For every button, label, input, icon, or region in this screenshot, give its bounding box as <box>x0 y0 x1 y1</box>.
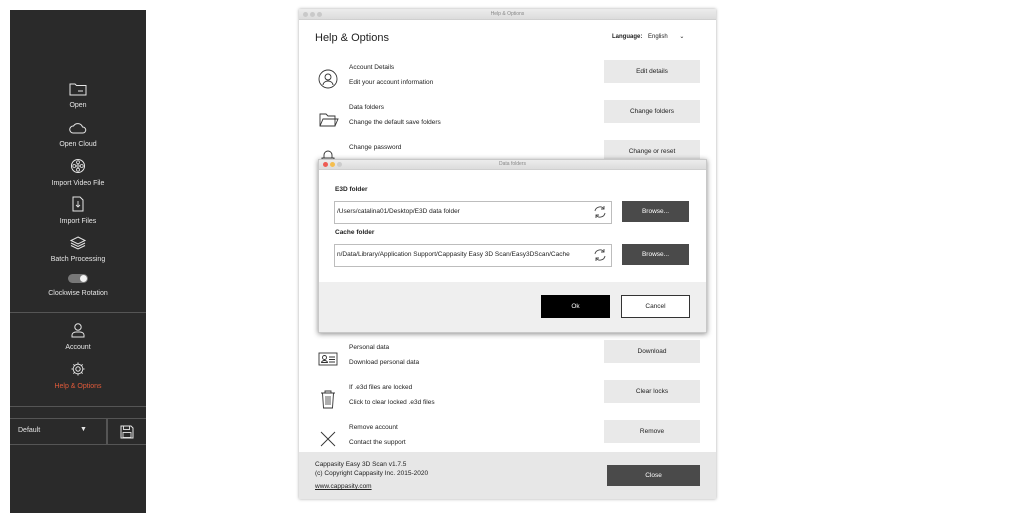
close-button[interactable]: Close <box>607 465 700 486</box>
option-subtitle: Contact the support <box>349 439 406 446</box>
user-icon <box>69 322 87 338</box>
option-row-personal-data <box>299 344 716 384</box>
sidebar-item-label: Open Cloud <box>59 141 97 148</box>
remove-account-button[interactable]: Remove <box>604 420 700 443</box>
folder-open-icon <box>317 108 339 130</box>
minimize-window-icon[interactable] <box>330 162 335 167</box>
browse-cache-button[interactable]: Browse... <box>622 244 689 265</box>
cloud-icon <box>69 121 87 135</box>
option-title: Personal data <box>349 344 390 351</box>
floppy-disk-icon <box>120 425 134 439</box>
download-button[interactable]: Download <box>604 340 700 363</box>
id-card-icon <box>317 348 339 370</box>
sidebar-item-clockwise-rotation[interactable] <box>10 274 146 297</box>
zoom-window-icon[interactable] <box>317 12 322 17</box>
layers-icon <box>69 236 87 250</box>
caret-down-icon: ▼ <box>80 426 87 433</box>
sidebar-item-label: Help & Options <box>54 383 102 390</box>
profile-value: Default <box>18 427 41 434</box>
divider <box>10 406 146 407</box>
option-row-clear-locks <box>299 384 716 424</box>
sidebar-item-label: Open <box>69 102 87 109</box>
page-title: Help & Options <box>315 32 389 44</box>
cache-folder-field[interactable] <box>334 244 612 267</box>
window-footer <box>299 452 716 499</box>
language-selector[interactable] <box>612 33 684 40</box>
sidebar-item-import-files[interactable] <box>10 196 146 225</box>
refresh-icon[interactable] <box>592 204 608 220</box>
option-title: Change password <box>349 144 402 151</box>
clear-locks-button[interactable]: Clear locks <box>604 380 700 403</box>
sidebar-item-label: Account <box>65 344 91 351</box>
version-text: Cappasity Easy 3D Scan v1.7.5 <box>315 461 407 468</box>
dialog-titlebar-text: Data folders <box>499 161 526 167</box>
window-titlebar[interactable] <box>299 9 716 20</box>
e3d-folder-field[interactable] <box>334 201 612 224</box>
option-subtitle: Click to clear locked .e3d files <box>349 399 435 406</box>
x-icon <box>317 428 339 450</box>
gear-icon <box>69 361 87 377</box>
option-row-account-details <box>299 64 716 104</box>
data-folders-dialog <box>318 159 707 333</box>
dialog-footer <box>319 282 706 332</box>
e3d-folder-path: /Users/catalina01/Desktop/E3D data folder <box>337 208 460 215</box>
divider <box>10 312 146 313</box>
close-window-icon[interactable] <box>303 12 308 17</box>
profile-dropdown[interactable] <box>10 418 107 445</box>
sidebar-item-help-options[interactable] <box>10 361 146 390</box>
language-label: Language: <box>612 34 643 40</box>
ok-button[interactable]: Ok <box>541 295 610 318</box>
zoom-window-icon[interactable] <box>337 162 342 167</box>
website-link[interactable]: www.cappasity.com <box>315 483 372 490</box>
dialog-titlebar[interactable] <box>319 160 706 170</box>
option-row-data-folders <box>299 104 716 144</box>
sidebar <box>10 10 146 513</box>
cancel-button[interactable]: Cancel <box>621 295 690 318</box>
sidebar-item-label: Import Video File <box>51 180 105 187</box>
rotation-toggle[interactable] <box>68 274 88 283</box>
refresh-icon[interactable] <box>592 247 608 263</box>
sidebar-item-account[interactable] <box>10 322 146 351</box>
sidebar-item-label: Import Files <box>59 218 97 225</box>
save-profile-button[interactable] <box>107 418 146 445</box>
sidebar-item-open-cloud[interactable] <box>10 121 146 148</box>
browse-e3d-button[interactable]: Browse... <box>622 201 689 222</box>
chevron-down-icon: ⌄ <box>679 34 685 40</box>
close-window-icon[interactable] <box>323 162 328 167</box>
sidebar-item-label: Clockwise Rotation <box>48 290 108 297</box>
copyright-text: (c) Copyright Cappasity Inc. 2015-2020 <box>315 470 429 477</box>
file-import-icon <box>69 196 87 212</box>
e3d-folder-label: E3D folder <box>335 186 368 193</box>
trash-icon <box>317 388 339 410</box>
option-subtitle: Edit your account information <box>349 79 434 86</box>
change-folders-button[interactable]: Change folders <box>604 100 700 123</box>
sidebar-item-import-video[interactable] <box>10 158 146 187</box>
option-title: Remove account <box>349 424 398 431</box>
film-reel-icon <box>69 158 87 174</box>
option-subtitle: Download personal data <box>349 359 420 366</box>
window-titlebar-text: Help & Options <box>490 11 525 17</box>
option-title: Account Details <box>349 64 395 71</box>
option-title: Data folders <box>349 104 385 111</box>
option-title: If .e3d files are locked <box>349 384 413 391</box>
cache-folder-label: Cache folder <box>335 229 375 236</box>
edit-details-button[interactable]: Edit details <box>604 60 700 83</box>
sidebar-item-open[interactable] <box>10 82 146 109</box>
cache-folder-path: n/Data/Library/Application Support/Cappasity Easy 3D Scan/Easy3DScan/Cache <box>337 251 570 258</box>
option-subtitle: Change the default save folders <box>349 119 441 126</box>
sidebar-item-batch-processing[interactable] <box>10 236 146 263</box>
user-icon <box>317 68 339 90</box>
folder-icon <box>69 82 87 96</box>
minimize-window-icon[interactable] <box>310 12 315 17</box>
change-or-reset-button[interactable]: Change or reset <box>604 140 700 163</box>
language-value: English <box>648 34 668 40</box>
sidebar-item-label: Batch Processing <box>50 256 106 263</box>
